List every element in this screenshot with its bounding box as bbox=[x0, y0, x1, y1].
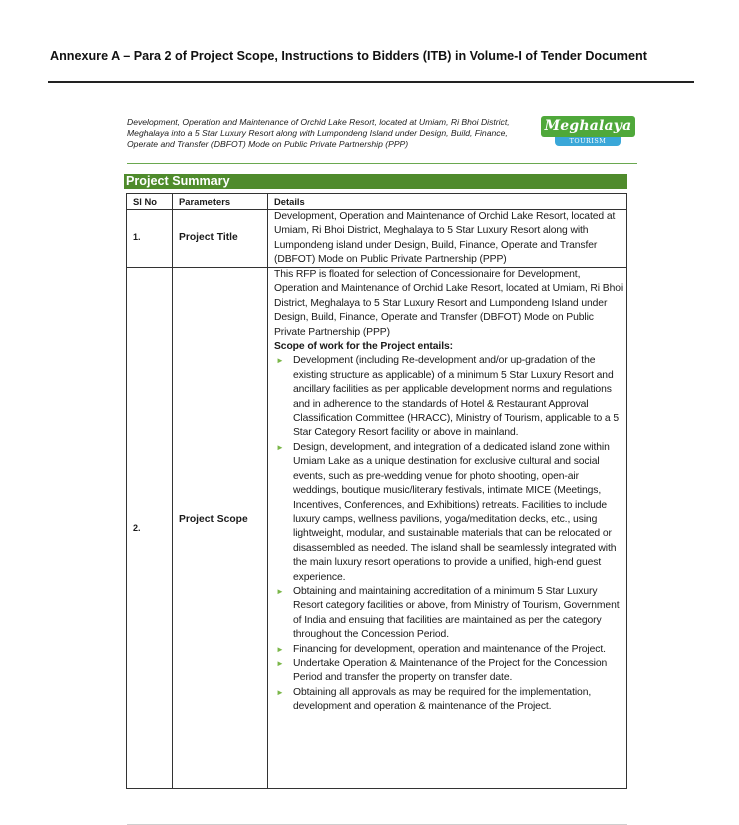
header-divider bbox=[127, 163, 637, 164]
list-item: ► Development (including Re-development and/or up-gradation of the existing structure as applicable) of a minimum 5 Star Luxury Resort and ancillary facilities as per applicable development norms and regulations and in adherence to the standards of Hotel & Restaurant Approval Classification Committee (HRACC), Ministry of Tourism, applicable to a 5 Star Category Resort facility or above in mainland. bbox=[276, 355, 620, 439]
logo-subtitle: TOURISM bbox=[555, 137, 621, 146]
row2-details bbox=[274, 268, 624, 715]
header-parameters: Parameters bbox=[179, 196, 231, 207]
project-summary-table bbox=[126, 193, 627, 789]
arrow-bullet-icon: ► bbox=[276, 442, 284, 452]
scope-heading: Scope of work for the Project entails: bbox=[274, 341, 453, 353]
arrow-bullet-icon: ► bbox=[276, 356, 284, 366]
row2-sl-no: 2. bbox=[133, 523, 141, 533]
row1-sl-no: 1. bbox=[133, 232, 141, 242]
project-summary-title: Project Summary bbox=[124, 174, 627, 189]
column-divider bbox=[172, 194, 173, 788]
column-divider bbox=[267, 194, 268, 788]
list-item: ► Undertake Operation & Maintenance of the Project for the Concession Period and transfer the property on transfer date. bbox=[276, 657, 608, 684]
row2-intro: This RFP is floated for selection of Concessionaire for Development, Operation and Maintenance of Orchid Lake Resort, located at Umiam, Ri Bhoi District, Meghalaya to 5 Star Luxury Resort and Lumpondeng Island under Design, Build, Finance, Operate and Transfer (DBFOT) Mode on Public Private Partnership (PPP) bbox=[274, 269, 624, 338]
heading-rule bbox=[48, 81, 694, 83]
scope-list bbox=[274, 354, 624, 714]
arrow-bullet-icon: ► bbox=[276, 687, 284, 697]
header-details: Details bbox=[274, 196, 305, 207]
page-heading: Annexure A – Para 2 of Project Scope, Instructions to Bidders (ITB) in Volume-I of Tender Document bbox=[50, 49, 647, 63]
meghalaya-tourism-logo bbox=[541, 116, 635, 146]
list-item: ► Design, development, and integration of a dedicated island zone within Umiam Lake as a unique destination for exclusive cultural and social events, such as pre-wedding venue for photo shooting, open-air weddings, boutique music/literary festivals, intimate MICE (Meetings, Incentives, Conferences, and Exhibitions) retreats. Facilities to include luxury camps, wellness pavilions, yoga/meditation decks, etc., using lightweight, modular, and sustainable materials that can be relocated or disassembled as needed. The island shall be seamlessly integrated with the main luxury resort operations to provide a unified, high-end guest experience. bbox=[276, 441, 617, 583]
list-item: ► Financing for development, operation and maintenance of the Project. bbox=[274, 643, 624, 657]
row2-parameter: Project Scope bbox=[179, 514, 248, 525]
arrow-bullet-icon: ► bbox=[276, 644, 284, 654]
logo-wordmark: Meghalaya bbox=[541, 116, 635, 137]
header-sl-no: Sl No bbox=[133, 196, 157, 207]
list-item: ► Obtaining all approvals as may be required for the implementation, development and operation & maintenance of the Project. bbox=[276, 686, 592, 713]
document-header-text: Development, Operation and Maintenance of Orchid Lake Resort, located at Umiam, Ri Bhoi District, Meghalaya into a 5 Star Luxury Resort along with Lumpondeng Island under Design, Build, Finance, Operate and Transfer (DBFOT) Mode on Public Private Partnership (PPP) bbox=[127, 117, 510, 150]
arrow-bullet-icon: ► bbox=[276, 586, 284, 596]
row1-parameter: Project Title bbox=[179, 232, 238, 243]
list-item: ► Obtaining and maintaining accreditation of a minimum 5 Star Luxury Resort category facilities or above, from Ministry of Tourism, Government of India and ensuing that facilities are maintained as per the category throughout the Concession Period. bbox=[276, 585, 620, 641]
arrow-bullet-icon: ► bbox=[276, 658, 284, 668]
row1-details: Development, Operation and Maintenance of Orchid Lake Resort, located at Umiam, Ri Bhoi District, Meghalaya to 5 Star Luxury Resort along with Lumpondeng island under Design, Build, Finance, Operate and Transfer (DBFOT) Mode on Public Private Partnership (PPP) bbox=[274, 211, 616, 266]
